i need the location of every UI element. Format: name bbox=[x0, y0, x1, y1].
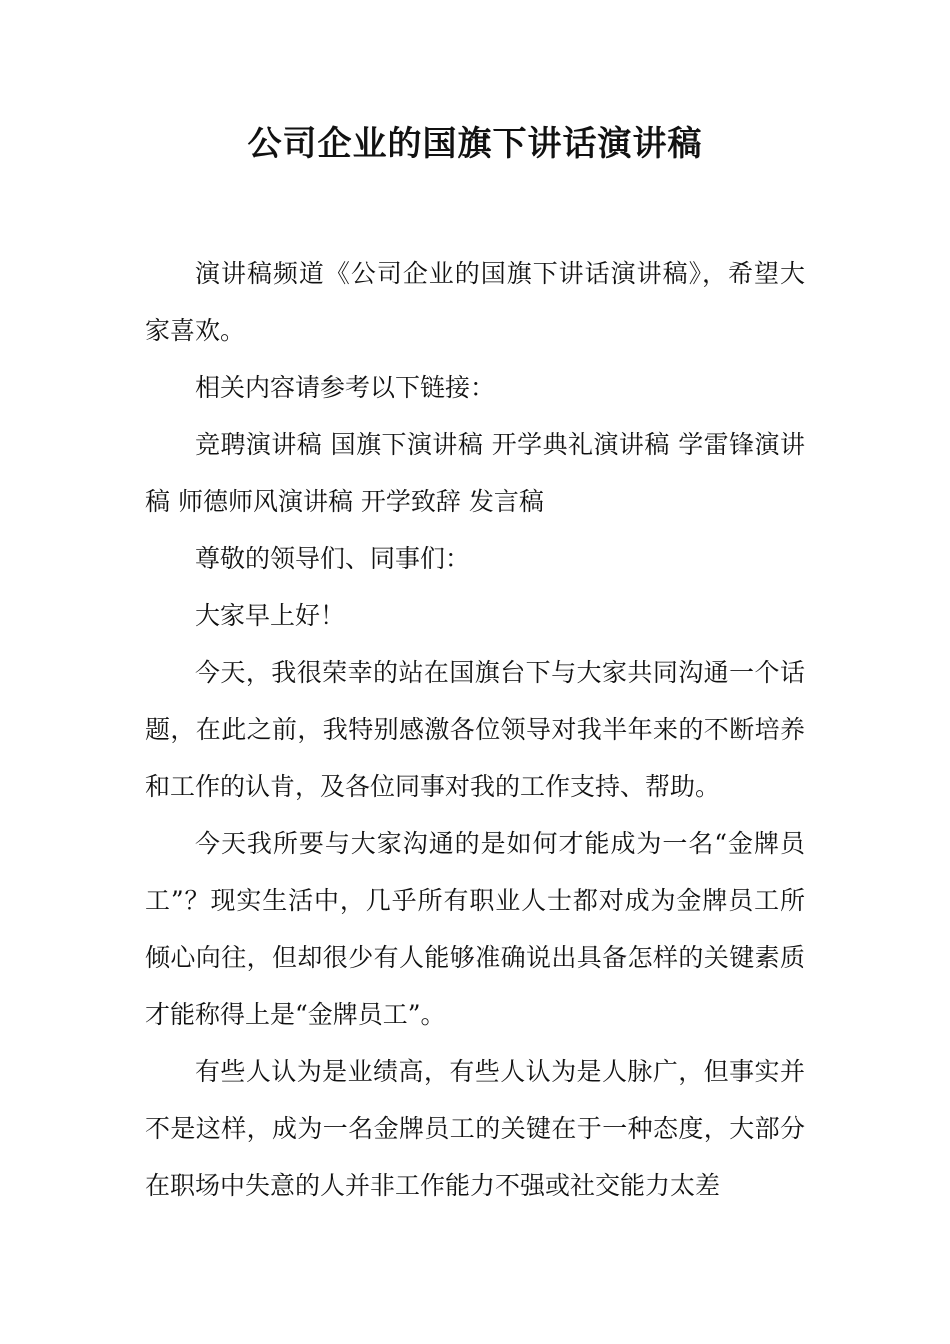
document-title: 公司企业的国旗下讲话演讲稿 bbox=[247, 124, 703, 164]
paragraph-salutation: 尊敬的领导们、同事们： bbox=[195, 544, 471, 573]
paragraph-greeting: 大家早上好！ bbox=[195, 601, 346, 630]
paragraph-related-links: 竞聘演讲稿 国旗下演讲稿 开学典礼演讲稿 学雷锋演讲稿 师德师风演讲稿 开学致辞 发言稿 bbox=[145, 430, 805, 516]
paragraph-intro: 演讲稿频道《公司企业的国旗下讲话演讲稿》，希望大家喜欢。 bbox=[145, 259, 805, 345]
paragraph-related-links-label: 相关内容请参考以下链接： bbox=[195, 373, 496, 402]
document-body bbox=[145, 245, 805, 1214]
paragraph-body: 今天我所要与大家沟通的是如何才能成为一名“金牌员工”？现实生活中，几乎所有职业人士都对成为金牌员工所倾心向往，但却很少有人能够准确说出具备怎样的关键素质才能称得上是“金牌员工”。 bbox=[145, 829, 805, 1029]
paragraph-body: 有些人认为是业绩高，有些人认为是人脉广，但事实并不是这样，成为一名金牌员工的关键在于一种态度，大部分在职场中失意的人并非工作能力不强或社交能力太差 bbox=[145, 1057, 805, 1200]
paragraph-body: 今天，我很荣幸的站在国旗台下与大家共同沟通一个话题，在此之前，我特别感激各位领导对我半年来的不断培养和工作的认肯，及各位同事对我的工作支持、帮助。 bbox=[145, 658, 805, 801]
